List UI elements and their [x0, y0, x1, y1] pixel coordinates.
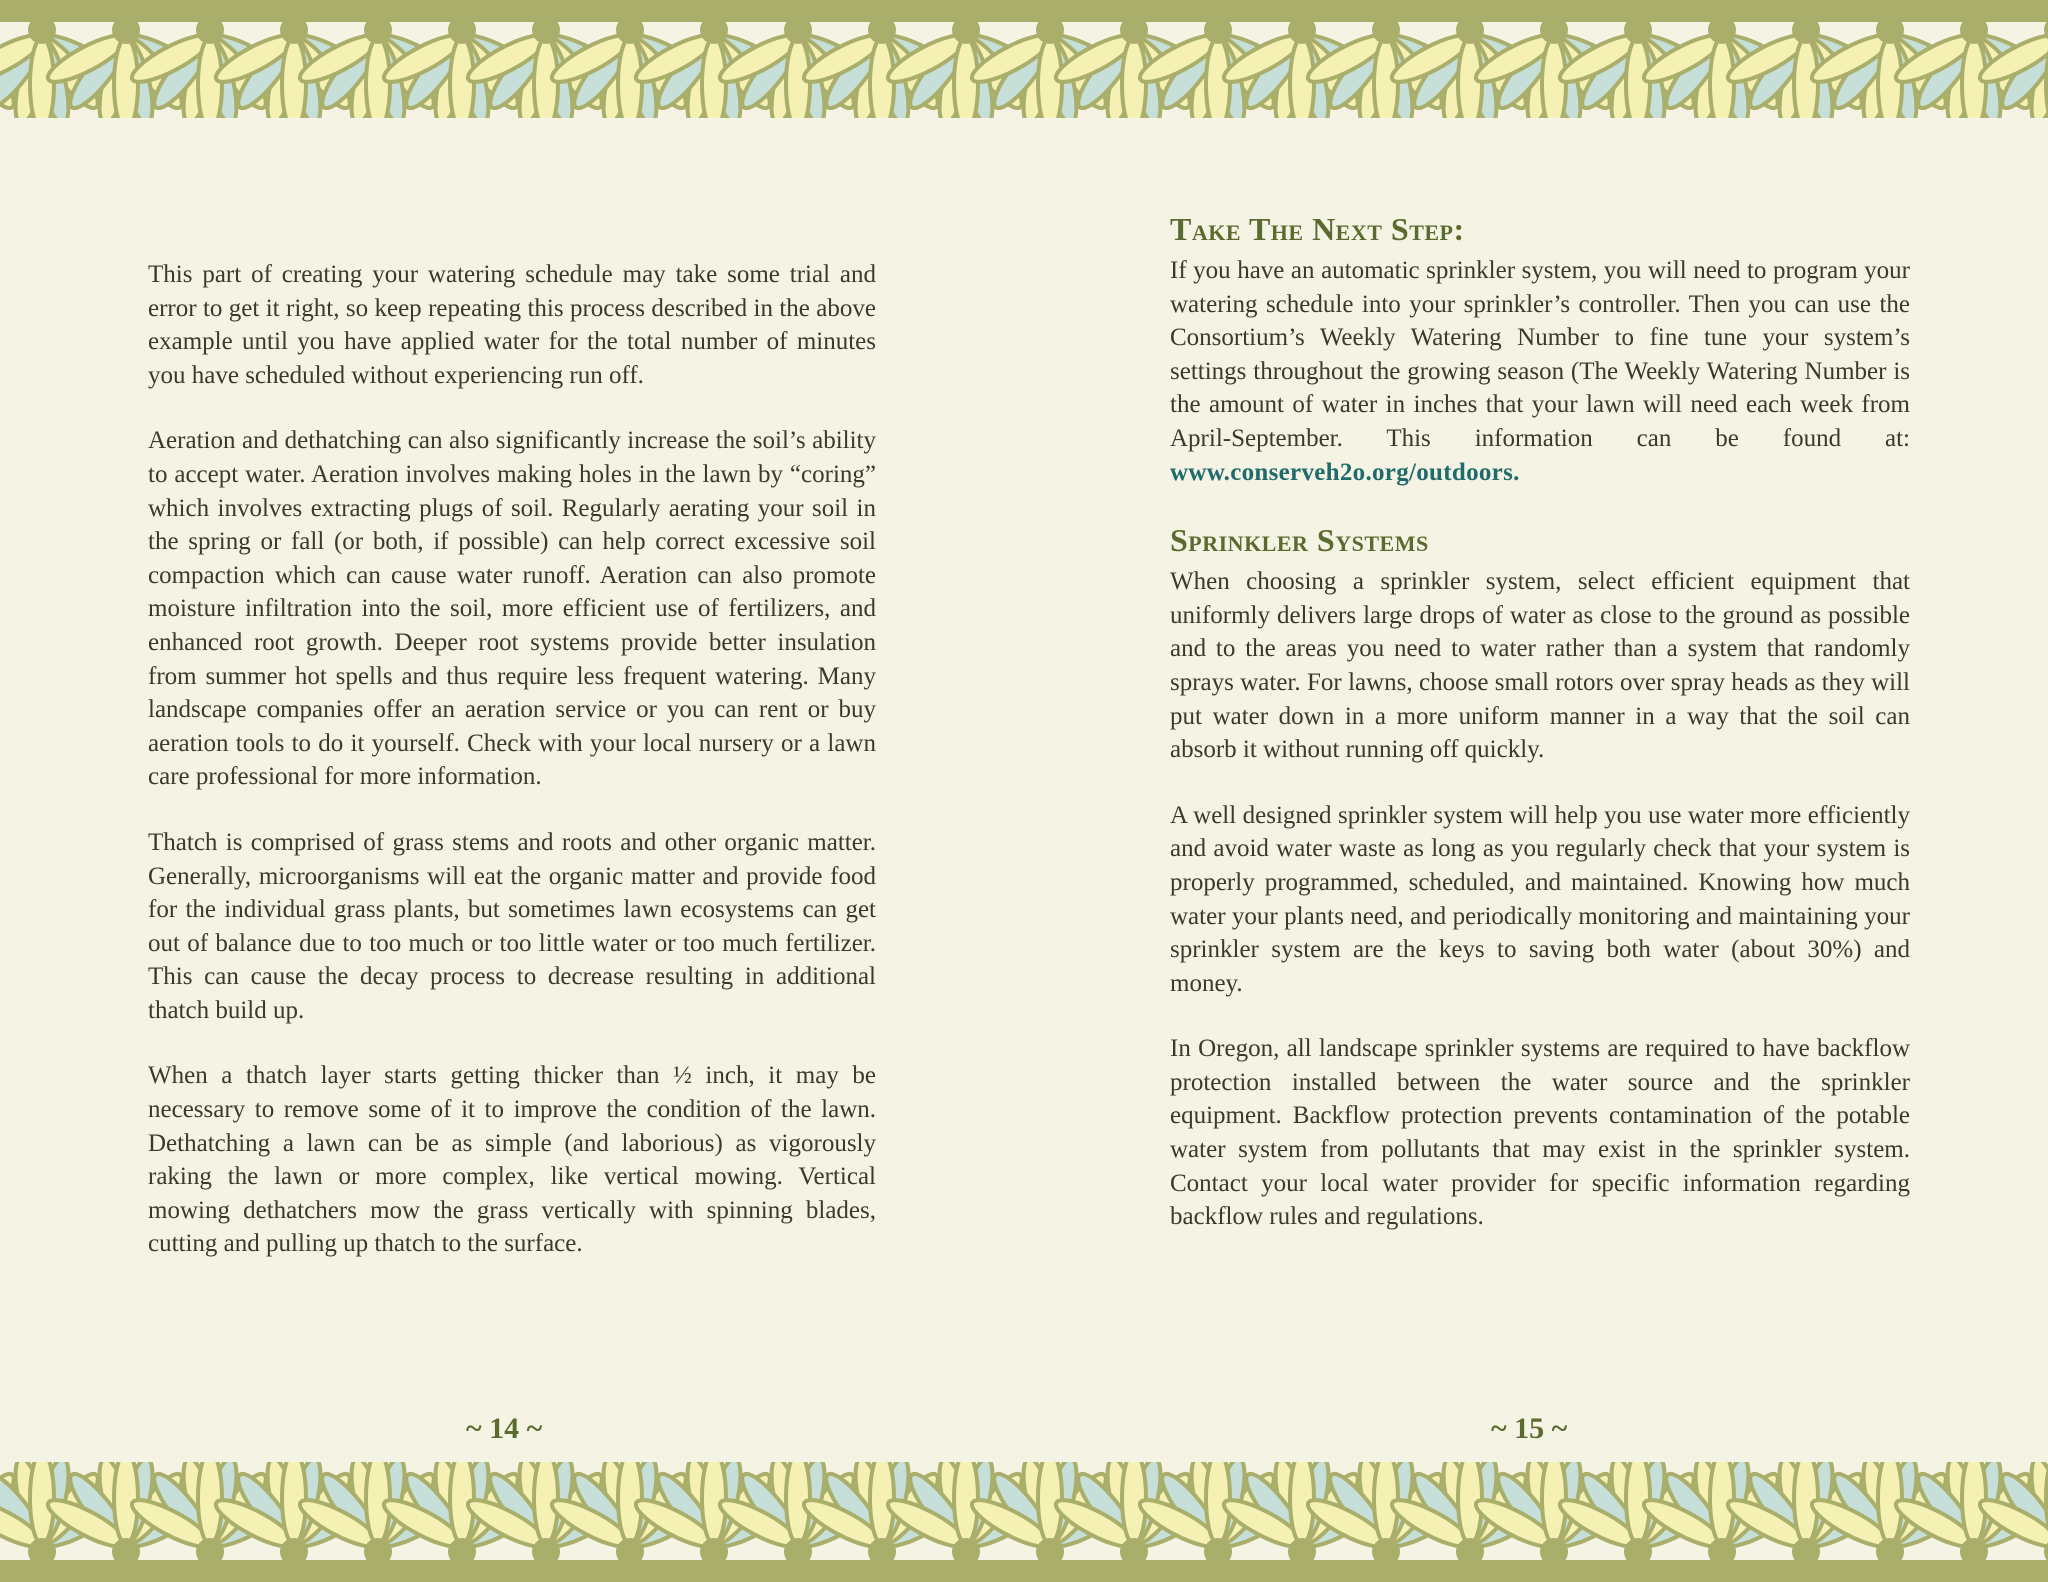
floral-border-icon	[0, 1462, 2048, 1582]
sprinkler-systems-heading: Sprinkler Systems	[1170, 522, 1429, 559]
page-number-left: ~ 14 ~	[466, 1412, 543, 1445]
page-number-right: ~ 15 ~	[1491, 1412, 1568, 1445]
right-paragraph-2: A well designed sprinkler system will help you use water more efficiently and avoid water waste as long as you regularly check that your system is properly programmed, scheduled, and maintained. Knowing how much water your plants need, and periodically monitoring and maintaining your sprinkler system are the keys to saving both water (about 30%) and money.	[1170, 801, 1910, 997]
left-page-body	[148, 258, 876, 1293]
left-paragraph-4: When a thatch layer starts getting thicker than ½ inch, it may be necessary to remove some of it to improve the condition of the lawn. Dethatching a lawn can be as simple (and laborious) as vigorously raking the lawn or more complex, like vertical mowing. Vertical mowing dethatchers mow the grass vertically with spinning blades, cutting and pulling up thatch to the surface.	[148, 1062, 876, 1258]
take-next-step-text: If you have an automatic sprinkler system, you will need to program your watering schedule into your sprinkler’s controller. Then you can use the Consortium’s Weekly Watering Number to fine tune your system’s settings throughout the growing season (The Weekly Watering Number is the amount of water in inches that your lawn will need each week from April-September. This information can be found at:	[1170, 257, 1910, 452]
right-page-body	[1170, 210, 1910, 1266]
top-floral-border	[0, 0, 2048, 118]
left-paragraph-3: Thatch is comprised of grass stems and roots and other organic matter. Generally, microorganisms will eat the organic matter and provide food for the individual grass plants, but sometimes lawn ecosystems can get out of balance due to too much or too little water or too much fertilizer. This can cause the decay process to decrease resulting in additional thatch build up.	[148, 828, 876, 1024]
take-next-step-heading: Take The Next Step:	[1170, 211, 1465, 247]
right-paragraph-1: When choosing a sprinkler system, select efficient equipment that uniformly delivers large drops of water as close to the ground as possible and to the areas you need to water rather than a system that randomly sprays water. For lawns, choose small rotors over spray heads as they will put water down in a more uniform manner in a way that the soil can absorb it without running off quickly.	[1170, 568, 1910, 764]
right-paragraph-3: In Oregon, all landscape sprinkler systems are required to have backflow protection installed between the water source and the sprinkler equipment. Backflow protection prevents contamination of the potable water system from pollutants that may exist in the sprinkler system. Contact your local water provider for specific information regarding backflow rules and regulations.	[1170, 1035, 1910, 1231]
take-next-step-paragraph	[1170, 254, 1910, 489]
left-paragraph-1: This part of creating your watering schedule may take some trial and error to get it right, so keep repeating this process described in the above example until you have applied water for the total number of minutes you have scheduled without experiencing run off.	[148, 261, 876, 389]
left-paragraph-2: Aeration and dethatching can also significantly increase the soil’s ability to accept water. Aeration involves making holes in the lawn by “coring” which involves extracting plugs of soil. Regularly aerating your soil in the spring or fall (or both, if possible) can help correct excessive soil compaction which can cause water runoff. Aeration can also promote moisture infiltration into the soil, more efficient use of fertilizers, and enhanced root growth. Deeper root systems provide better insulation from summer hot spells and thus require less frequent watering. Many landscape companies offer an aeration service or you can rent or buy aeration tools to do it yourself. Check with your local nursery or a lawn care professional for more information.	[148, 427, 876, 791]
conserve-h2o-link[interactable]: www.conserveh2o.org/outdoors.	[1170, 458, 1520, 486]
bottom-floral-border	[0, 1462, 2048, 1582]
floral-border-icon	[0, 0, 2048, 118]
